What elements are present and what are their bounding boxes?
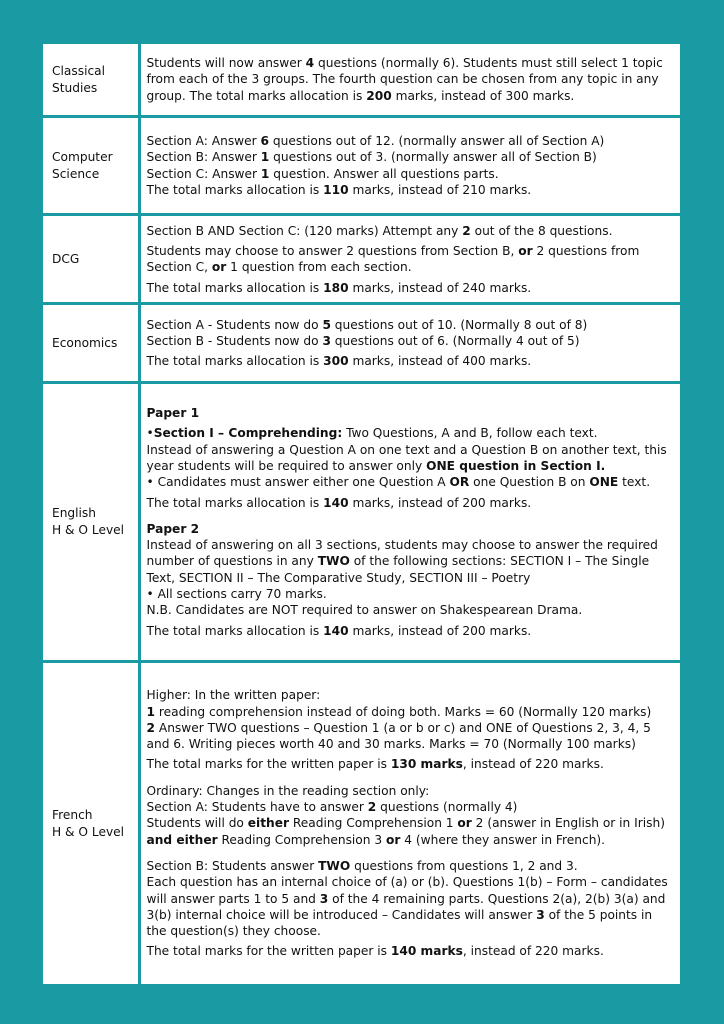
text-run: questions (normally 6). Students must still select 1 topic from each of the 3 groups. The fourth question can be chosen from any topic in any group. The total marks allocation is <box>146 56 663 103</box>
detail-paragraph <box>147 858 676 939</box>
emphasis-text: Paper 2 <box>146 521 200 536</box>
detail-paragraph <box>147 495 676 511</box>
details-cell <box>139 215 680 304</box>
detail-paragraph <box>147 425 676 490</box>
text-run: Two Questions, A and B, follow each text. <box>342 426 598 441</box>
emphasis-text: 140 marks <box>390 944 463 959</box>
text-run: of the following sections: SECTION I – The Single Text, SECTION II – The Comparative Study, SECTION III – Poetry <box>146 554 650 585</box>
subject-name-line: H & O Level <box>52 824 125 839</box>
emphasis-text: or <box>518 243 533 258</box>
detail-paragraph <box>147 405 676 421</box>
emphasis-text: 6 <box>260 134 270 149</box>
emphasis-text: Section I – Comprehending: <box>153 426 343 441</box>
text-run: Section A: Students have to answer <box>146 800 368 815</box>
text-run: The total marks allocation is <box>146 354 324 369</box>
subject-cell <box>43 44 139 117</box>
table-row <box>43 304 680 383</box>
text-run: Reading Comprehension 1 <box>289 816 458 831</box>
subject-name-line: Studies <box>52 80 98 95</box>
emphasis-text: 1 <box>260 166 270 181</box>
emphasis-text: 1 <box>146 704 155 719</box>
text-run: Each question has an internal choice of (a) or (b). Questions 1(b) – Form – candidates will answer parts 1 to 5 and <box>146 875 668 906</box>
document-page <box>43 44 680 984</box>
emphasis-text: OR <box>449 475 470 490</box>
text-run: 2 questions from Section C, <box>146 243 640 275</box>
text-run: 2 (answer in English or in Irish) <box>471 816 665 831</box>
details-cell <box>139 662 680 984</box>
emphasis-text: 3 <box>319 891 329 906</box>
text-run: Higher: In the written paper: <box>146 688 321 703</box>
subject-name-line: Classical <box>52 63 106 78</box>
details-cell <box>139 383 680 662</box>
text-run: questions out of 10. (Normally 8 out of 8) <box>330 317 588 332</box>
emphasis-text: or <box>457 816 472 831</box>
text-run: 1 question from each section. <box>226 260 412 275</box>
emphasis-text: 2 <box>146 720 155 735</box>
text-run: questions from questions 1, 2 and 3. <box>350 858 578 873</box>
text-run: of the 4 remaining parts. Questions 2(a), 2(b) 3(a) and 3(b) internal choice will be introduced – Candidates will answer <box>146 891 666 922</box>
text-run: questions out of 12. (normally answer all of Section A) <box>269 134 605 149</box>
text-run: 4 (where they answer in French). <box>400 832 606 847</box>
emphasis-text: 5 <box>322 317 331 332</box>
subject-changes-table <box>43 44 680 984</box>
text-run: The total marks allocation is <box>146 623 324 638</box>
subject-cell <box>43 383 139 662</box>
detail-paragraph <box>147 55 676 104</box>
detail-paragraph <box>147 280 676 296</box>
detail-paragraph <box>147 133 676 198</box>
emphasis-text: 3 <box>536 907 545 922</box>
text-run: The total marks for the written paper is <box>146 757 391 772</box>
text-run: reading comprehension instead of doing both. Marks = 60 (Normally 120 marks) <box>154 704 652 719</box>
subject-cell <box>43 662 139 984</box>
subject-name-line: English <box>52 506 97 521</box>
table-row <box>43 383 680 662</box>
text-run: Section A: Answer <box>146 134 261 149</box>
emphasis-text: ONE question in Section I. <box>426 459 606 473</box>
text-run: • <box>146 426 154 441</box>
subject-cell <box>43 215 139 304</box>
text-run: Section B AND Section C: (120 marks) Attempt any <box>146 223 463 238</box>
emphasis-text: TWO <box>318 858 351 873</box>
detail-paragraph <box>147 687 676 752</box>
text-run: out of the 8 questions. <box>470 223 613 238</box>
emphasis-text: 3 <box>322 334 331 348</box>
emphasis-text: 2 <box>462 223 471 238</box>
emphasis-text: 180 <box>323 280 349 295</box>
text-run: marks, instead of 300 marks. <box>391 88 575 103</box>
emphasis-text: TWO <box>317 554 350 569</box>
emphasis-text: 140 <box>323 495 349 510</box>
text-run: Ordinary: Changes in the reading section only: <box>146 783 430 798</box>
text-run: marks, instead of 200 marks. <box>348 623 532 638</box>
detail-paragraph <box>147 317 676 350</box>
emphasis-text: 110 <box>323 183 349 198</box>
emphasis-text: 4 <box>305 56 315 71</box>
emphasis-text: 130 marks <box>390 757 463 772</box>
text-run: Section A - Students now do <box>146 317 323 332</box>
detail-paragraph <box>147 243 676 276</box>
emphasis-text: 1 <box>260 150 270 165</box>
detail-paragraph <box>147 943 676 959</box>
text-run: marks, instead of 210 marks. <box>348 183 532 198</box>
text-run: Section B: Students answer <box>146 858 319 873</box>
details-cell <box>139 44 680 117</box>
text-run: Instead of answering a Question A on one text and a Question B on another text, this year students will be required to answer only <box>146 442 667 473</box>
subject-cell <box>43 304 139 383</box>
text-run: N.B. Candidates are NOT required to answer on Shakespearean Drama. <box>146 603 583 618</box>
emphasis-text: or <box>386 832 401 847</box>
text-run: , instead of 220 marks. <box>462 757 604 772</box>
text-run: The total marks for the written paper is <box>146 944 391 959</box>
text-run: , instead of 220 marks. <box>462 944 604 959</box>
subject-name-line: Science <box>52 166 100 181</box>
subject-name-line: H & O Level <box>52 523 125 538</box>
subject-name-line: DCG <box>52 251 80 266</box>
text-run: Section B: Answer <box>146 150 261 165</box>
text-run: • Candidates must answer either one Question A <box>146 475 450 490</box>
emphasis-text: either <box>247 816 290 831</box>
detail-paragraph <box>147 756 676 772</box>
text-run: of the 5 points in the question(s) they choose. <box>146 907 653 939</box>
text-run: Students may choose to answer 2 questions from Section B, <box>146 243 519 258</box>
text-run: text. <box>618 475 651 490</box>
text-run: Students will do <box>146 816 248 831</box>
emphasis-text: and either <box>146 832 218 847</box>
subject-name-line: Computer <box>52 149 113 164</box>
emphasis-text: 300 <box>323 354 349 369</box>
table-row <box>43 662 680 984</box>
emphasis-text: Paper 1 <box>146 406 200 421</box>
emphasis-text: 140 <box>323 623 349 638</box>
table-row <box>43 117 680 215</box>
detail-paragraph <box>147 623 676 639</box>
text-run: The total marks allocation is <box>146 495 324 510</box>
text-run: Section B - Students now do <box>146 334 323 348</box>
text-run: Reading Comprehension 3 <box>217 832 386 847</box>
emphasis-text: 200 <box>366 88 392 103</box>
detail-paragraph <box>147 521 676 619</box>
text-run: • All sections carry 70 marks. <box>146 587 327 602</box>
details-cell <box>139 117 680 215</box>
subject-cell <box>43 117 139 215</box>
text-run: Answer TWO questions – Question 1 (a or b or c) and ONE of Questions 2, 3, 4, 5 and 6. Writing pieces worth 40 and 30 marks. Marks = 70 (Normally 100 marks) <box>146 720 651 752</box>
text-run: Section C: Answer <box>146 166 261 181</box>
text-run: questions out of 3. (normally answer all of Section B) <box>269 150 597 165</box>
detail-paragraph <box>147 783 676 848</box>
details-cell <box>139 304 680 383</box>
text-run: marks, instead of 400 marks. <box>348 354 532 369</box>
text-run: questions (normally 4) <box>376 800 518 815</box>
text-run: one Question B on <box>469 475 590 490</box>
emphasis-text: ONE <box>589 475 619 490</box>
detail-paragraph <box>147 353 676 369</box>
emphasis-text: 2 <box>367 800 377 815</box>
subject-name-line: French <box>52 807 93 822</box>
text-run: marks, instead of 200 marks. <box>348 495 532 510</box>
detail-paragraph <box>147 223 676 239</box>
text-run: Instead of answering on all 3 sections, students may choose to answer the required number of questions in any <box>146 538 658 569</box>
text-run: The total marks allocation is <box>146 280 324 295</box>
emphasis-text: or <box>211 260 227 275</box>
text-run: The total marks allocation is <box>146 183 324 198</box>
text-run: questions out of 6. (Normally 4 out of 5) <box>330 334 580 348</box>
subject-name-line: Economics <box>52 335 118 350</box>
text-run: question. Answer all questions parts. <box>269 166 499 181</box>
text-run: Students will now answer <box>146 56 306 71</box>
table-row <box>43 44 680 117</box>
table-row <box>43 215 680 304</box>
text-run: marks, instead of 240 marks. <box>348 280 532 295</box>
